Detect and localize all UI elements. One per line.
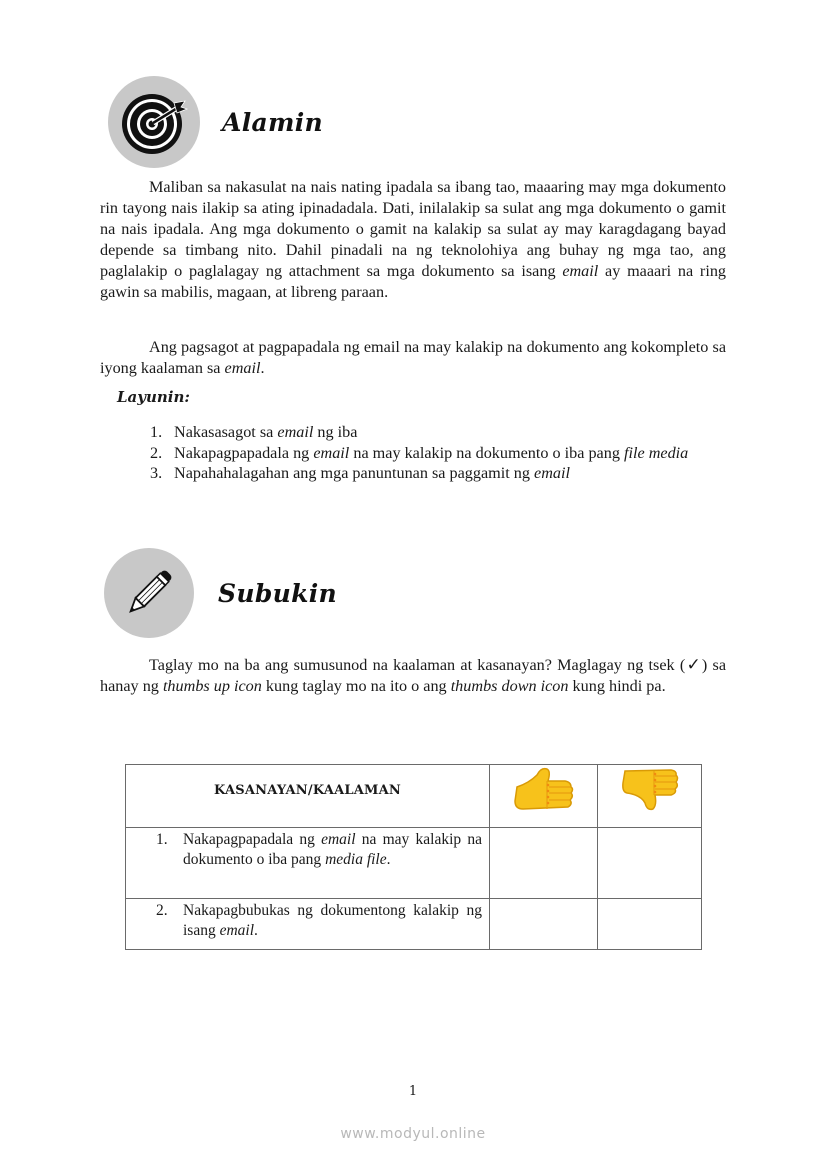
subukin-title: Subukin <box>218 578 337 608</box>
pencil-icon <box>104 548 194 638</box>
alamin-paragraph-1: Maliban sa nakasulat na nais nating ipadala sa ibang tao, maaaring may mga dokumento rin tayong nais ilakip sa ating ipinadadala. Dati, inilalakip sa sulat ang mga dokumento o gamit na nais ipadala. Ang mga dokumento o gamit na kalakip sa sulat ay may karagdagang bayad depende sa timbang nito. Dahil pinadali na ng teknolohiya ang buhay ng mga tao, ang paglalakip o paglalagay ng attachment sa mga dokumento sa isang email ay maaari na ring gawin sa mabilis, magaan, at libreng paraan. <box>100 178 727 301</box>
subukin-instructions: Taglay mo na ba ang sumusunod na kaalaman at kasanayan? Maglagay ng tsek (✓) sa hanay ng thumbs up icon kung taglay mo na ito o ang thumbs down icon kung hindi pa. <box>100 655 727 695</box>
table-row <box>126 828 702 899</box>
thumbs-up-icon <box>511 802 577 819</box>
thumbs-up-check-cell[interactable] <box>490 899 598 950</box>
alamin-paragraph-2: Ang pagsagot at pagpapadala ng email na may kalakip na dokumento ang kokompleto sa iyong kaalaman sa email. <box>100 338 726 377</box>
header-thumbs-up <box>490 765 598 828</box>
page-number: 1 <box>408 1084 418 1099</box>
objective-item: 1. Nakasasagot sa email ng iba <box>150 423 358 441</box>
skills-checklist-table <box>125 764 702 950</box>
skill-cell: 1. Nakapagpapadala ng email na may kalakip na dokumento o iba pang media file. <box>126 828 490 899</box>
table-header-row <box>126 765 702 828</box>
header-thumbs-down <box>598 765 702 828</box>
watermark: www.modyul.online <box>340 1126 486 1142</box>
header-kasanayan: KASANAYAN/KAALAMAN <box>126 765 490 828</box>
target-icon <box>108 76 200 168</box>
alamin-title: Alamin <box>222 107 324 137</box>
objective-item: 3. Napahahalagahan ang mga panuntunan sa paggamit ng email <box>150 464 571 482</box>
skill-cell: 2. Nakapagbubukas ng dokumentong kalakip ng isang email. <box>126 899 490 950</box>
objective-item: 2. Nakapagpapadala ng email na may kalakip na dokumento o iba pang file media <box>150 443 689 462</box>
table-row <box>126 899 702 950</box>
thumbs-up-check-cell[interactable] <box>490 828 598 899</box>
objectives-list <box>150 422 740 484</box>
thumbs-down-icon <box>619 800 681 817</box>
thumbs-down-check-cell[interactable] <box>598 828 702 899</box>
check-mark-icon: ✓ <box>685 655 702 675</box>
thumbs-down-check-cell[interactable] <box>598 899 702 950</box>
alamin-heading <box>108 76 323 168</box>
subukin-heading <box>104 548 337 638</box>
layunin-label: Layunin: <box>117 388 190 406</box>
